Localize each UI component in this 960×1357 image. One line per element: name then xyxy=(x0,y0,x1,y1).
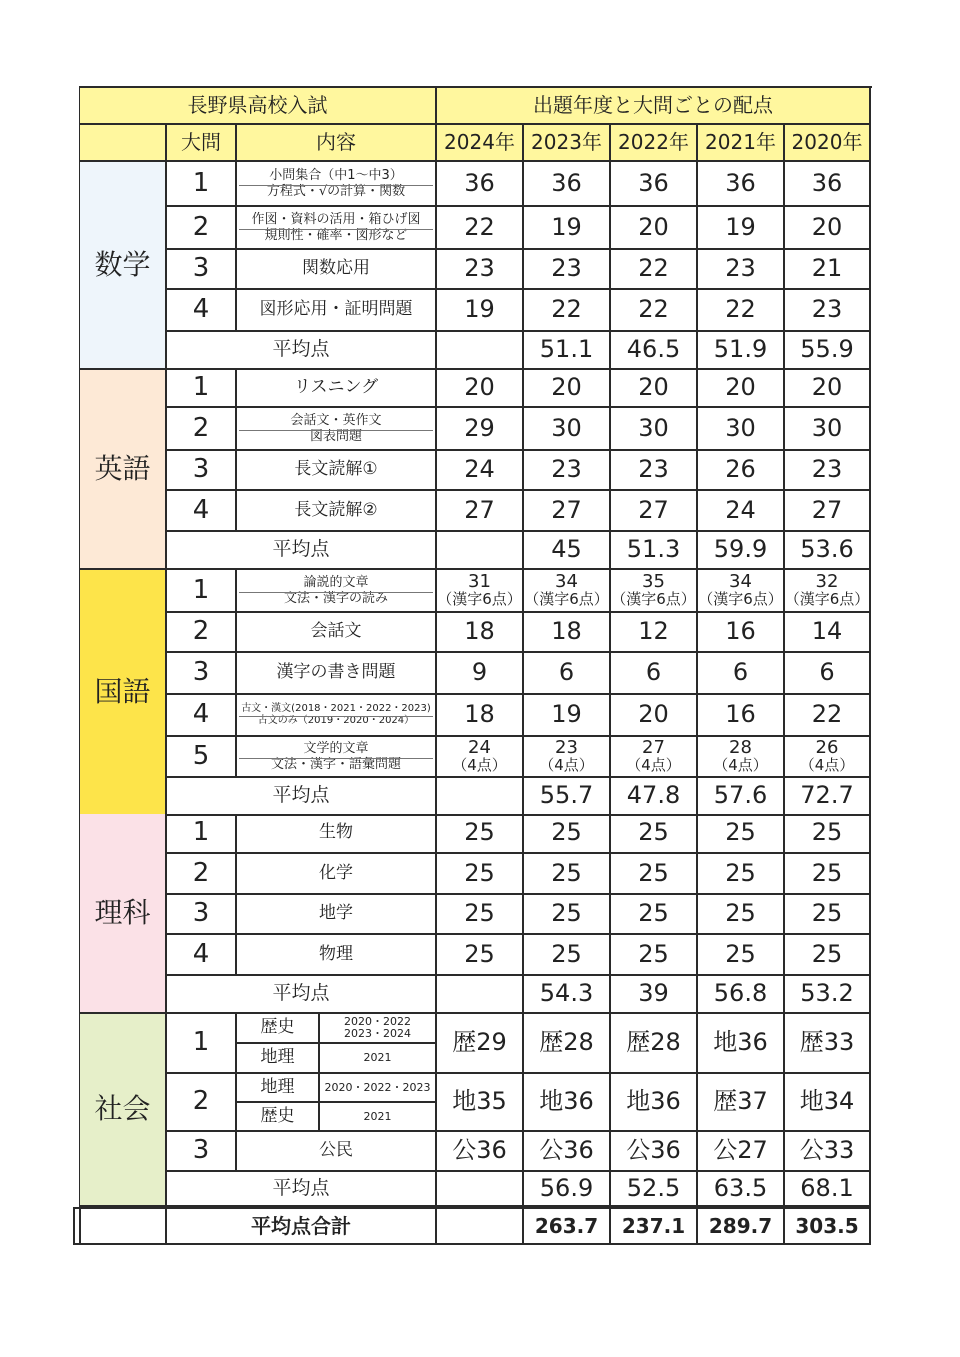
score-cell: 24 xyxy=(698,491,785,532)
score-cell xyxy=(524,570,611,613)
total-value xyxy=(437,1207,524,1245)
score-cell: 16 xyxy=(698,695,785,737)
score-value: 31 xyxy=(468,571,491,593)
question-number: 3 xyxy=(167,451,237,491)
question-content-line: 論説的文章 xyxy=(303,574,369,590)
score-cell: 公36 xyxy=(524,1132,611,1172)
total-value: 237.1 xyxy=(611,1207,698,1245)
question-content: 化学 xyxy=(237,854,437,895)
sub-field-year-line: 2020・2022・2023 xyxy=(324,1080,431,1094)
question-content: 長文読解② xyxy=(237,491,437,532)
sub-field-years xyxy=(320,1074,437,1103)
math-avg-value: 46.5 xyxy=(611,332,698,370)
japanese-avg-value xyxy=(437,778,524,816)
question-content: 地学 xyxy=(237,895,437,935)
math-subject-label: 数学 xyxy=(80,162,167,370)
sub-field-year-line: 2023・2024 xyxy=(344,1027,411,1040)
question-number: 1 xyxy=(167,370,237,408)
question-content-line: 規則性・確率・図形など xyxy=(264,227,408,243)
math-avg-label: 平均点 xyxy=(167,332,437,370)
score-cell: 18 xyxy=(524,613,611,653)
science-avg-label: 平均点 xyxy=(167,976,437,1014)
sub-field-year-line: 2021 xyxy=(363,1109,392,1123)
score-cell: 歴33 xyxy=(785,1014,871,1074)
header-col-content: 内容 xyxy=(237,125,437,162)
score-note: （漢字6点） xyxy=(524,590,609,609)
score-note: （4点） xyxy=(626,756,681,775)
social-avg-value: 52.5 xyxy=(611,1172,698,1207)
question-content: 図形応用・証明問題 xyxy=(237,290,437,332)
question-content: 会話文 xyxy=(237,613,437,653)
score-note: （4点） xyxy=(452,756,507,775)
score-cell xyxy=(611,737,698,778)
score-cell: 25 xyxy=(611,935,698,976)
japanese-avg-value: 47.8 xyxy=(611,778,698,816)
question-number: 3 xyxy=(167,895,237,935)
score-cell: 20 xyxy=(785,207,871,250)
score-cell: 25 xyxy=(524,814,611,854)
question-content: リスニング xyxy=(237,370,437,408)
math-avg-value xyxy=(437,332,524,370)
question-content-line: 会話文・英作文 xyxy=(290,412,382,428)
english-avg-value: 51.3 xyxy=(611,532,698,570)
score-value: 28 xyxy=(729,737,752,759)
score-cell: 25 xyxy=(437,935,524,976)
question-number: 3 xyxy=(167,1132,237,1172)
score-cell: 23 xyxy=(611,451,698,491)
score-cell: 16 xyxy=(698,613,785,653)
score-cell: 25 xyxy=(698,854,785,895)
score-note: （4点） xyxy=(539,756,594,775)
score-cell: 25 xyxy=(611,814,698,854)
question-number: 2 xyxy=(167,613,237,653)
score-cell: 22 xyxy=(611,290,698,332)
question-content-line: 文法・漢字の読み xyxy=(283,590,388,606)
score-cell: 19 xyxy=(524,207,611,250)
score-cell: 23 xyxy=(785,290,871,332)
score-value: 23 xyxy=(555,737,578,759)
score-cell: 20 xyxy=(611,370,698,408)
score-value: 27 xyxy=(642,737,665,759)
score-cell: 25 xyxy=(437,854,524,895)
question-content-line: 文学的文章 xyxy=(303,740,369,756)
score-cell: 25 xyxy=(698,814,785,854)
score-cell: 23 xyxy=(698,250,785,290)
sub-field-year-line: 2020・2022 xyxy=(344,1015,411,1029)
japanese-avg-value: 55.7 xyxy=(524,778,611,816)
score-cell: 25 xyxy=(437,814,524,854)
sub-field-label: 歴史 xyxy=(237,1103,320,1132)
score-cell xyxy=(437,570,524,613)
score-cell: 25 xyxy=(785,814,871,854)
question-content-line: 文法・漢字・語彙問題 xyxy=(270,756,401,772)
score-cell: 26 xyxy=(698,451,785,491)
score-cell: 25 xyxy=(785,854,871,895)
english-avg-value: 53.6 xyxy=(785,532,871,570)
header-title-right: 出題年度と大問ごとの配点 xyxy=(437,88,871,125)
science-avg-value: 39 xyxy=(611,976,698,1014)
english-avg-label: 平均点 xyxy=(167,532,437,570)
total-value: 289.7 xyxy=(698,1207,785,1245)
score-cell: 25 xyxy=(524,935,611,976)
social-avg-value: 68.1 xyxy=(785,1172,871,1207)
content-divider xyxy=(239,592,433,593)
header-blank xyxy=(80,125,167,162)
score-note: （漢字6点） xyxy=(698,590,783,609)
header-year-2: 2022年 xyxy=(611,125,698,162)
score-cell xyxy=(611,570,698,613)
score-cell: 36 xyxy=(524,162,611,207)
score-cell: 歴29 xyxy=(437,1014,524,1074)
score-cell: 公36 xyxy=(437,1132,524,1172)
science-avg-value: 54.3 xyxy=(524,976,611,1014)
science-avg-value: 56.8 xyxy=(698,976,785,1014)
score-value: 35 xyxy=(642,571,665,593)
score-cell: 25 xyxy=(785,895,871,935)
score-cell: 20 xyxy=(785,370,871,408)
score-cell: 地35 xyxy=(437,1074,524,1132)
english-avg-value: 59.9 xyxy=(698,532,785,570)
header-title-left: 長野県高校入試 xyxy=(80,88,437,125)
score-cell: 20 xyxy=(698,370,785,408)
score-cell: 30 xyxy=(524,408,611,451)
question-number: 2 xyxy=(167,854,237,895)
question-content: 生物 xyxy=(237,814,437,854)
math-avg-value: 51.9 xyxy=(698,332,785,370)
score-cell: 27 xyxy=(785,491,871,532)
score-cell: 30 xyxy=(785,408,871,451)
score-value: 26 xyxy=(815,737,839,759)
score-cell: 22 xyxy=(524,290,611,332)
science-avg-value: 53.2 xyxy=(785,976,871,1014)
sub-field-year-line: 2021 xyxy=(363,1051,392,1065)
question-content-line: 図表問題 xyxy=(309,428,362,444)
score-cell xyxy=(785,737,871,778)
question-number: 1 xyxy=(167,570,237,613)
japanese-subject-label: 国語 xyxy=(80,570,167,816)
score-cell: 25 xyxy=(785,935,871,976)
score-cell: 25 xyxy=(524,854,611,895)
question-number: 4 xyxy=(167,695,237,737)
content-divider xyxy=(239,185,433,186)
score-cell: 21 xyxy=(785,250,871,290)
score-cell: 地36 xyxy=(524,1074,611,1132)
question-number: 2 xyxy=(167,408,237,451)
content-divider xyxy=(239,430,433,431)
score-cell: 27 xyxy=(611,491,698,532)
question-content-line: 小問集合（中1～中3） xyxy=(269,167,403,183)
social-subject-label: 社会 xyxy=(80,1014,167,1207)
score-cell: 歴28 xyxy=(524,1014,611,1074)
score-cell: 36 xyxy=(437,162,524,207)
total-value: 263.7 xyxy=(524,1207,611,1245)
sub-field-years xyxy=(320,1014,437,1044)
question-number: 1 xyxy=(167,814,237,854)
score-cell: 36 xyxy=(698,162,785,207)
score-cell: 18 xyxy=(437,613,524,653)
header-year-0: 2024年 xyxy=(437,125,524,162)
question-number: 3 xyxy=(167,653,237,695)
question-number: 1 xyxy=(167,1014,237,1074)
header-year-3: 2021年 xyxy=(698,125,785,162)
score-cell: 23 xyxy=(524,451,611,491)
question-number: 5 xyxy=(167,737,237,778)
question-number: 4 xyxy=(167,290,237,332)
score-value: 34 xyxy=(729,571,752,593)
science-avg-value xyxy=(437,976,524,1014)
score-cell: 歴37 xyxy=(698,1074,785,1132)
sub-field-label: 地理 xyxy=(237,1044,320,1074)
score-cell: 36 xyxy=(785,162,871,207)
score-cell: 9 xyxy=(437,653,524,695)
score-cell: 6 xyxy=(785,653,871,695)
question-content-line: 作図・資料の活用・箱ひげ図 xyxy=(251,211,421,227)
question-number: 1 xyxy=(167,162,237,207)
english-avg-value: 45 xyxy=(524,532,611,570)
social-avg-value: 63.5 xyxy=(698,1172,785,1207)
score-cell: 公36 xyxy=(611,1132,698,1172)
score-cell: 14 xyxy=(785,613,871,653)
score-cell: 20 xyxy=(611,207,698,250)
question-number: 2 xyxy=(167,1074,237,1132)
score-value: 34 xyxy=(555,571,578,593)
score-cell xyxy=(524,737,611,778)
japanese-avg-label: 平均点 xyxy=(167,778,437,816)
score-cell: 地34 xyxy=(785,1074,871,1132)
score-cell: 18 xyxy=(437,695,524,737)
question-content-line: 方程式・√の計算・関数 xyxy=(266,183,406,199)
social-avg-value: 56.9 xyxy=(524,1172,611,1207)
score-cell: 19 xyxy=(437,290,524,332)
score-cell: 地36 xyxy=(698,1014,785,1074)
score-cell: 30 xyxy=(611,408,698,451)
score-cell: 6 xyxy=(524,653,611,695)
score-note: （漢字6点） xyxy=(437,590,522,609)
score-cell: 12 xyxy=(611,613,698,653)
score-note: （漢字6点） xyxy=(611,590,696,609)
score-cell: 23 xyxy=(524,250,611,290)
question-number: 4 xyxy=(167,935,237,976)
header-col-q: 大問 xyxy=(167,125,237,162)
sub-field-label: 歴史 xyxy=(237,1014,320,1044)
question-number: 3 xyxy=(167,250,237,290)
score-cell: 6 xyxy=(611,653,698,695)
total-blank xyxy=(73,1207,167,1245)
question-content: 漢字の書き問題 xyxy=(237,653,437,695)
total-value: 303.5 xyxy=(785,1207,871,1245)
score-cell: 22 xyxy=(785,695,871,737)
content-divider xyxy=(239,758,433,759)
score-cell: 地36 xyxy=(611,1074,698,1132)
score-cell: 20 xyxy=(524,370,611,408)
question-content-line: 古文のみ（2019・2020・2024） xyxy=(257,715,415,726)
science-subject-label: 理科 xyxy=(80,814,167,1014)
question-content-line: 古文・漢文(2018・2021・2022・2023) xyxy=(241,702,431,714)
score-cell: 19 xyxy=(698,207,785,250)
sub-field-years xyxy=(320,1044,437,1074)
score-cell: 公33 xyxy=(785,1132,871,1172)
score-cell: 20 xyxy=(611,695,698,737)
score-cell: 25 xyxy=(698,895,785,935)
sub-field-label: 地理 xyxy=(237,1074,320,1103)
score-cell: 歴28 xyxy=(611,1014,698,1074)
score-cell: 30 xyxy=(698,408,785,451)
score-cell: 22 xyxy=(611,250,698,290)
score-cell: 25 xyxy=(524,895,611,935)
score-cell: 25 xyxy=(611,895,698,935)
math-avg-value: 51.1 xyxy=(524,332,611,370)
english-subject-label: 英語 xyxy=(80,370,167,570)
math-avg-value: 55.9 xyxy=(785,332,871,370)
score-cell xyxy=(437,737,524,778)
score-cell: 公27 xyxy=(698,1132,785,1172)
score-cell: 20 xyxy=(437,370,524,408)
score-note: （4点） xyxy=(799,756,855,775)
score-cell: 22 xyxy=(698,290,785,332)
question-content: 物理 xyxy=(237,935,437,976)
question-number: 4 xyxy=(167,491,237,532)
question-content: 関数応用 xyxy=(237,250,437,290)
question-number: 2 xyxy=(167,207,237,250)
score-cell: 36 xyxy=(611,162,698,207)
score-cell: 25 xyxy=(698,935,785,976)
content-divider xyxy=(239,229,433,230)
score-cell: 27 xyxy=(437,491,524,532)
japanese-avg-value: 72.7 xyxy=(785,778,871,816)
score-value: 32 xyxy=(815,571,839,593)
score-cell: 22 xyxy=(437,207,524,250)
header-year-1: 2023年 xyxy=(524,125,611,162)
header-year-4: 2020年 xyxy=(785,125,871,162)
score-cell: 27 xyxy=(524,491,611,532)
score-cell xyxy=(698,570,785,613)
question-content: 公民 xyxy=(237,1132,437,1172)
social-avg-value xyxy=(437,1172,524,1207)
social-avg-label: 平均点 xyxy=(167,1172,437,1207)
sub-field-years xyxy=(320,1103,437,1132)
score-cell: 25 xyxy=(437,895,524,935)
japanese-avg-value: 57.6 xyxy=(698,778,785,816)
content-divider xyxy=(239,716,433,717)
score-cell: 29 xyxy=(437,408,524,451)
score-value: 24 xyxy=(468,737,491,759)
score-cell: 23 xyxy=(437,250,524,290)
score-cell: 23 xyxy=(785,451,871,491)
score-note: （漢字6点） xyxy=(784,590,870,609)
score-cell: 25 xyxy=(611,854,698,895)
score-note: （4点） xyxy=(713,756,768,775)
total-label: 平均点合計 xyxy=(167,1207,437,1245)
score-cell: 6 xyxy=(698,653,785,695)
english-avg-value xyxy=(437,532,524,570)
question-content: 長文読解① xyxy=(237,451,437,491)
score-cell: 24 xyxy=(437,451,524,491)
score-cell xyxy=(698,737,785,778)
score-cell xyxy=(785,570,871,613)
score-cell: 19 xyxy=(524,695,611,737)
